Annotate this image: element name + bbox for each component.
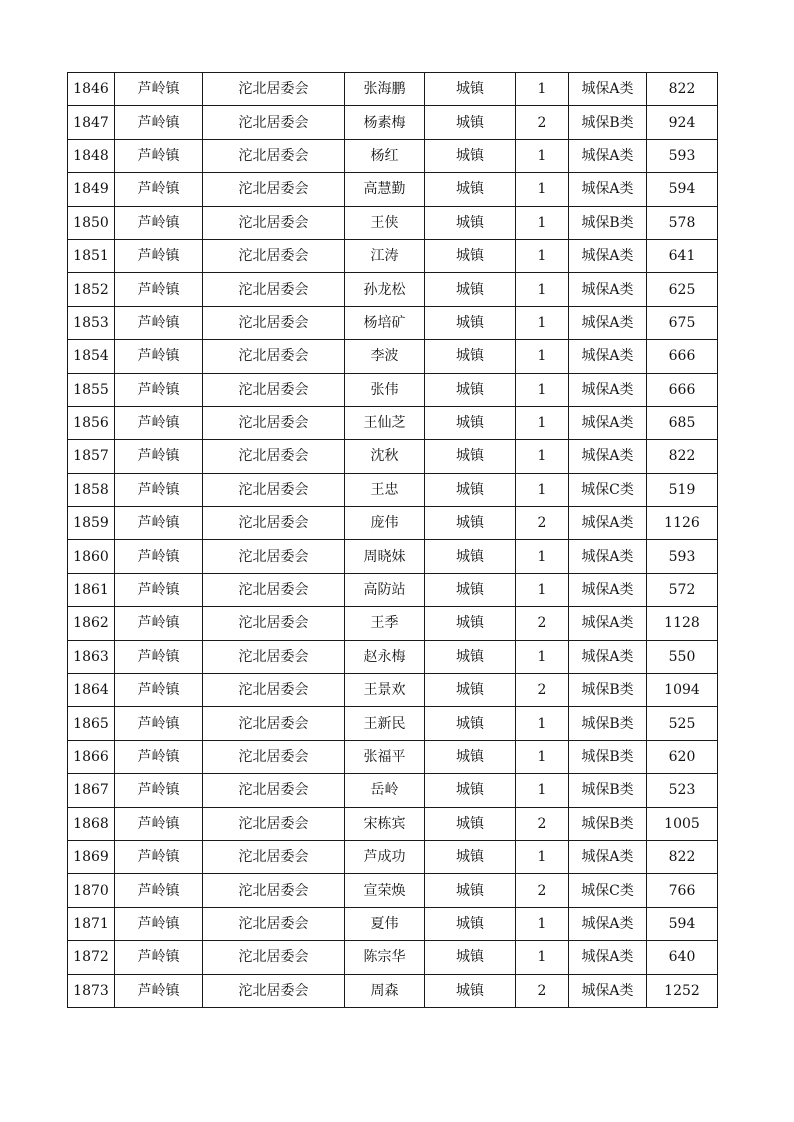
category-cell: 城保A类	[569, 73, 647, 106]
category-cell: 城保A类	[569, 173, 647, 206]
category-cell: 城保B类	[569, 740, 647, 773]
person-name-cell: 张福平	[345, 740, 425, 773]
table-row	[68, 640, 718, 673]
person-name-cell: 芦成功	[345, 840, 425, 873]
serial-number-cell: 1855	[68, 373, 115, 406]
person-name-cell: 杨素梅	[345, 106, 425, 139]
committee-cell: 沱北居委会	[203, 807, 345, 840]
household-size-cell: 1	[516, 774, 569, 807]
category-cell: 城保C类	[569, 874, 647, 907]
household-size-cell: 2	[516, 874, 569, 907]
amount-cell: 822	[647, 840, 718, 873]
serial-number-cell: 1868	[68, 807, 115, 840]
amount-cell: 550	[647, 640, 718, 673]
category-cell: 城保B类	[569, 774, 647, 807]
amount-cell: 822	[647, 440, 718, 473]
category-cell: 城保A类	[569, 340, 647, 373]
amount-cell: 519	[647, 473, 718, 506]
area-type-cell: 城镇	[425, 206, 516, 239]
household-size-cell: 1	[516, 139, 569, 172]
person-name-cell: 王季	[345, 607, 425, 640]
committee-cell: 沱北居委会	[203, 941, 345, 974]
committee-cell: 沱北居委会	[203, 173, 345, 206]
amount-cell: 572	[647, 573, 718, 606]
area-type-cell: 城镇	[425, 907, 516, 940]
serial-number-cell: 1862	[68, 607, 115, 640]
committee-cell: 沱北居委会	[203, 373, 345, 406]
table-row	[68, 874, 718, 907]
area-type-cell: 城镇	[425, 106, 516, 139]
committee-cell: 沱北居委会	[203, 874, 345, 907]
serial-number-cell: 1846	[68, 73, 115, 106]
table-row	[68, 273, 718, 306]
town-cell: 芦岭镇	[115, 974, 203, 1007]
table-row	[68, 707, 718, 740]
person-name-cell: 孙龙松	[345, 273, 425, 306]
area-type-cell: 城镇	[425, 273, 516, 306]
committee-cell: 沱北居委会	[203, 73, 345, 106]
town-cell: 芦岭镇	[115, 674, 203, 707]
serial-number-cell: 1867	[68, 774, 115, 807]
town-cell: 芦岭镇	[115, 740, 203, 773]
roster-body	[68, 73, 718, 1008]
serial-number-cell: 1869	[68, 840, 115, 873]
area-type-cell: 城镇	[425, 807, 516, 840]
amount-cell: 525	[647, 707, 718, 740]
person-name-cell: 赵永梅	[345, 640, 425, 673]
area-type-cell: 城镇	[425, 406, 516, 439]
serial-number-cell: 1847	[68, 106, 115, 139]
table-row	[68, 907, 718, 940]
serial-number-cell: 1865	[68, 707, 115, 740]
person-name-cell: 夏伟	[345, 907, 425, 940]
serial-number-cell: 1850	[68, 206, 115, 239]
amount-cell: 1094	[647, 674, 718, 707]
person-name-cell: 高慧勤	[345, 173, 425, 206]
category-cell: 城保C类	[569, 473, 647, 506]
town-cell: 芦岭镇	[115, 406, 203, 439]
amount-cell: 594	[647, 907, 718, 940]
area-type-cell: 城镇	[425, 540, 516, 573]
household-size-cell: 1	[516, 440, 569, 473]
town-cell: 芦岭镇	[115, 573, 203, 606]
category-cell: 城保B类	[569, 807, 647, 840]
area-type-cell: 城镇	[425, 640, 516, 673]
household-size-cell: 2	[516, 106, 569, 139]
household-size-cell: 1	[516, 239, 569, 272]
area-type-cell: 城镇	[425, 507, 516, 540]
person-name-cell: 张伟	[345, 373, 425, 406]
household-size-cell: 2	[516, 807, 569, 840]
household-size-cell: 1	[516, 206, 569, 239]
category-cell: 城保A类	[569, 440, 647, 473]
committee-cell: 沱北居委会	[203, 440, 345, 473]
table-row	[68, 974, 718, 1007]
household-size-cell: 1	[516, 273, 569, 306]
table-row	[68, 807, 718, 840]
serial-number-cell: 1871	[68, 907, 115, 940]
amount-cell: 924	[647, 106, 718, 139]
committee-cell: 沱北居委会	[203, 640, 345, 673]
household-size-cell: 1	[516, 840, 569, 873]
household-size-cell: 1	[516, 941, 569, 974]
table-row	[68, 607, 718, 640]
town-cell: 芦岭镇	[115, 206, 203, 239]
area-type-cell: 城镇	[425, 573, 516, 606]
table-row	[68, 674, 718, 707]
serial-number-cell: 1866	[68, 740, 115, 773]
table-row	[68, 507, 718, 540]
town-cell: 芦岭镇	[115, 607, 203, 640]
committee-cell: 沱北居委会	[203, 306, 345, 339]
serial-number-cell: 1856	[68, 406, 115, 439]
category-cell: 城保B类	[569, 674, 647, 707]
household-size-cell: 2	[516, 607, 569, 640]
table-row	[68, 206, 718, 239]
person-name-cell: 宣荣焕	[345, 874, 425, 907]
town-cell: 芦岭镇	[115, 874, 203, 907]
committee-cell: 沱北居委会	[203, 239, 345, 272]
committee-cell: 沱北居委会	[203, 540, 345, 573]
serial-number-cell: 1873	[68, 974, 115, 1007]
category-cell: 城保A类	[569, 640, 647, 673]
serial-number-cell: 1849	[68, 173, 115, 206]
area-type-cell: 城镇	[425, 674, 516, 707]
area-type-cell: 城镇	[425, 73, 516, 106]
table-row	[68, 373, 718, 406]
town-cell: 芦岭镇	[115, 373, 203, 406]
person-name-cell: 江涛	[345, 239, 425, 272]
town-cell: 芦岭镇	[115, 273, 203, 306]
serial-number-cell: 1864	[68, 674, 115, 707]
committee-cell: 沱北居委会	[203, 907, 345, 940]
amount-cell: 578	[647, 206, 718, 239]
serial-number-cell: 1863	[68, 640, 115, 673]
table-row	[68, 740, 718, 773]
amount-cell: 1005	[647, 807, 718, 840]
committee-cell: 沱北居委会	[203, 774, 345, 807]
town-cell: 芦岭镇	[115, 306, 203, 339]
area-type-cell: 城镇	[425, 974, 516, 1007]
household-size-cell: 1	[516, 640, 569, 673]
amount-cell: 640	[647, 941, 718, 974]
table-row	[68, 941, 718, 974]
table-row	[68, 473, 718, 506]
household-size-cell: 1	[516, 306, 569, 339]
serial-number-cell: 1848	[68, 139, 115, 172]
household-size-cell: 1	[516, 573, 569, 606]
household-size-cell: 2	[516, 674, 569, 707]
town-cell: 芦岭镇	[115, 73, 203, 106]
table-row	[68, 540, 718, 573]
area-type-cell: 城镇	[425, 473, 516, 506]
person-name-cell: 王侠	[345, 206, 425, 239]
category-cell: 城保A类	[569, 373, 647, 406]
town-cell: 芦岭镇	[115, 907, 203, 940]
person-name-cell: 岳岭	[345, 774, 425, 807]
town-cell: 芦岭镇	[115, 640, 203, 673]
area-type-cell: 城镇	[425, 774, 516, 807]
serial-number-cell: 1861	[68, 573, 115, 606]
area-type-cell: 城镇	[425, 440, 516, 473]
town-cell: 芦岭镇	[115, 340, 203, 373]
area-type-cell: 城镇	[425, 840, 516, 873]
amount-cell: 1126	[647, 507, 718, 540]
committee-cell: 沱北居委会	[203, 473, 345, 506]
table-row	[68, 239, 718, 272]
household-size-cell: 1	[516, 73, 569, 106]
amount-cell: 766	[647, 874, 718, 907]
category-cell: 城保A类	[569, 573, 647, 606]
amount-cell: 1252	[647, 974, 718, 1007]
serial-number-cell: 1854	[68, 340, 115, 373]
household-size-cell: 1	[516, 907, 569, 940]
serial-number-cell: 1852	[68, 273, 115, 306]
category-cell: 城保A类	[569, 239, 647, 272]
table-row	[68, 440, 718, 473]
table-row	[68, 340, 718, 373]
area-type-cell: 城镇	[425, 340, 516, 373]
person-name-cell: 杨红	[345, 139, 425, 172]
amount-cell: 666	[647, 340, 718, 373]
committee-cell: 沱北居委会	[203, 340, 345, 373]
person-name-cell: 周森	[345, 974, 425, 1007]
table-row	[68, 106, 718, 139]
committee-cell: 沱北居委会	[203, 707, 345, 740]
table-row	[68, 573, 718, 606]
person-name-cell: 周晓妹	[345, 540, 425, 573]
serial-number-cell: 1857	[68, 440, 115, 473]
person-name-cell: 杨培矿	[345, 306, 425, 339]
person-name-cell: 王新民	[345, 707, 425, 740]
town-cell: 芦岭镇	[115, 774, 203, 807]
town-cell: 芦岭镇	[115, 139, 203, 172]
household-size-cell: 2	[516, 507, 569, 540]
committee-cell: 沱北居委会	[203, 406, 345, 439]
town-cell: 芦岭镇	[115, 239, 203, 272]
amount-cell: 593	[647, 540, 718, 573]
area-type-cell: 城镇	[425, 707, 516, 740]
category-cell: 城保A类	[569, 273, 647, 306]
category-cell: 城保A类	[569, 941, 647, 974]
person-name-cell: 王忠	[345, 473, 425, 506]
person-name-cell: 庞伟	[345, 507, 425, 540]
household-size-cell: 1	[516, 373, 569, 406]
area-type-cell: 城镇	[425, 373, 516, 406]
town-cell: 芦岭镇	[115, 440, 203, 473]
town-cell: 芦岭镇	[115, 540, 203, 573]
category-cell: 城保A类	[569, 540, 647, 573]
amount-cell: 1128	[647, 607, 718, 640]
category-cell: 城保A类	[569, 607, 647, 640]
amount-cell: 620	[647, 740, 718, 773]
category-cell: 城保A类	[569, 974, 647, 1007]
town-cell: 芦岭镇	[115, 941, 203, 974]
town-cell: 芦岭镇	[115, 507, 203, 540]
category-cell: 城保A类	[569, 139, 647, 172]
serial-number-cell: 1859	[68, 507, 115, 540]
table-row	[68, 139, 718, 172]
amount-cell: 594	[647, 173, 718, 206]
committee-cell: 沱北居委会	[203, 974, 345, 1007]
amount-cell: 685	[647, 406, 718, 439]
table-row	[68, 406, 718, 439]
table-row	[68, 73, 718, 106]
category-cell: 城保A类	[569, 507, 647, 540]
town-cell: 芦岭镇	[115, 106, 203, 139]
town-cell: 芦岭镇	[115, 840, 203, 873]
serial-number-cell: 1853	[68, 306, 115, 339]
area-type-cell: 城镇	[425, 173, 516, 206]
committee-cell: 沱北居委会	[203, 674, 345, 707]
town-cell: 芦岭镇	[115, 473, 203, 506]
household-size-cell: 1	[516, 740, 569, 773]
committee-cell: 沱北居委会	[203, 740, 345, 773]
committee-cell: 沱北居委会	[203, 507, 345, 540]
amount-cell: 523	[647, 774, 718, 807]
category-cell: 城保A类	[569, 840, 647, 873]
person-name-cell: 宋栋宾	[345, 807, 425, 840]
person-name-cell: 李波	[345, 340, 425, 373]
committee-cell: 沱北居委会	[203, 139, 345, 172]
amount-cell: 593	[647, 139, 718, 172]
town-cell: 芦岭镇	[115, 173, 203, 206]
person-name-cell: 高防站	[345, 573, 425, 606]
person-name-cell: 王仙芝	[345, 406, 425, 439]
household-size-cell: 1	[516, 173, 569, 206]
amount-cell: 666	[647, 373, 718, 406]
amount-cell: 675	[647, 306, 718, 339]
amount-cell: 625	[647, 273, 718, 306]
category-cell: 城保B类	[569, 206, 647, 239]
area-type-cell: 城镇	[425, 306, 516, 339]
area-type-cell: 城镇	[425, 941, 516, 974]
committee-cell: 沱北居委会	[203, 607, 345, 640]
household-size-cell: 1	[516, 406, 569, 439]
category-cell: 城保A类	[569, 406, 647, 439]
area-type-cell: 城镇	[425, 607, 516, 640]
town-cell: 芦岭镇	[115, 807, 203, 840]
committee-cell: 沱北居委会	[203, 840, 345, 873]
committee-cell: 沱北居委会	[203, 573, 345, 606]
committee-cell: 沱北居委会	[203, 106, 345, 139]
household-size-cell: 1	[516, 340, 569, 373]
amount-cell: 641	[647, 239, 718, 272]
person-name-cell: 王景欢	[345, 674, 425, 707]
area-type-cell: 城镇	[425, 874, 516, 907]
category-cell: 城保B类	[569, 106, 647, 139]
category-cell: 城保A类	[569, 907, 647, 940]
amount-cell: 822	[647, 73, 718, 106]
serial-number-cell: 1872	[68, 941, 115, 974]
serial-number-cell: 1851	[68, 239, 115, 272]
committee-cell: 沱北居委会	[203, 273, 345, 306]
committee-cell: 沱北居委会	[203, 206, 345, 239]
area-type-cell: 城镇	[425, 239, 516, 272]
household-size-cell: 1	[516, 707, 569, 740]
household-size-cell: 2	[516, 974, 569, 1007]
household-size-cell: 1	[516, 473, 569, 506]
area-type-cell: 城镇	[425, 139, 516, 172]
table-row	[68, 306, 718, 339]
serial-number-cell: 1858	[68, 473, 115, 506]
town-cell: 芦岭镇	[115, 707, 203, 740]
household-size-cell: 1	[516, 540, 569, 573]
person-name-cell: 沈秋	[345, 440, 425, 473]
area-type-cell: 城镇	[425, 740, 516, 773]
serial-number-cell: 1860	[68, 540, 115, 573]
serial-number-cell: 1870	[68, 874, 115, 907]
category-cell: 城保A类	[569, 306, 647, 339]
person-name-cell: 张海鹏	[345, 73, 425, 106]
person-name-cell: 陈宗华	[345, 941, 425, 974]
table-row	[68, 774, 718, 807]
table-row	[68, 840, 718, 873]
category-cell: 城保B类	[569, 707, 647, 740]
table-row	[68, 173, 718, 206]
roster-table	[67, 72, 718, 1008]
